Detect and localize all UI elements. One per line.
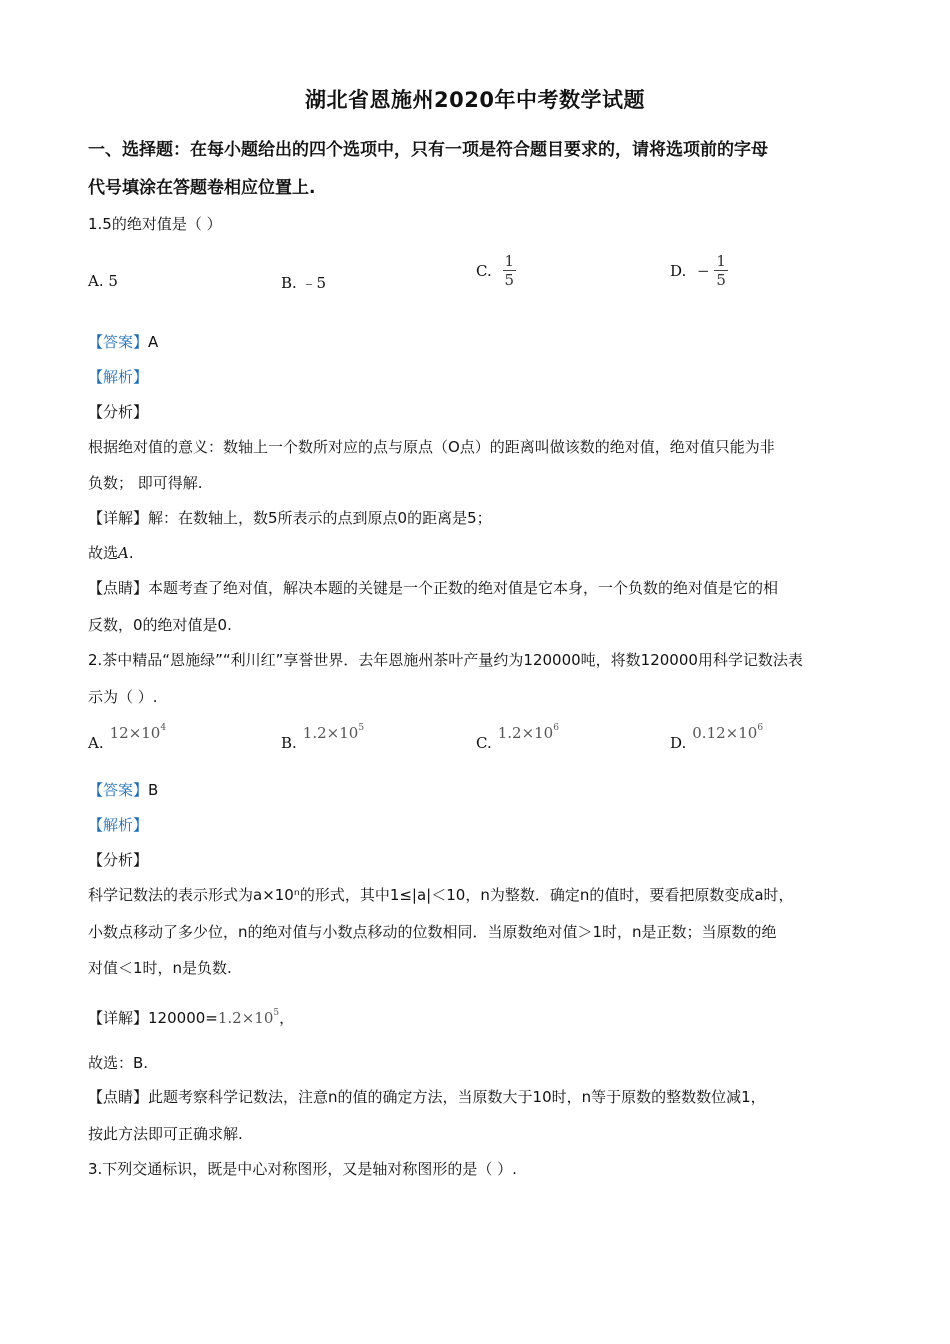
- q1-detail-text: 解：在数轴上，数5所表示的点到原点0的距离是5；: [148, 509, 492, 527]
- q2-detail-exponent: 5: [273, 1008, 280, 1018]
- q2-fenxi-line1: 科学记数法的表示形式为a×10ⁿ的形式，其中1≤|a|＜10，n为整数．确定n的值时，要看把原数变成a时，: [88, 886, 794, 904]
- section-heading-line2: 代号填涂在答题卷相应位置上.: [88, 178, 316, 198]
- q1-detail: [88, 507, 878, 529]
- q1-option-b: B. ﹣5: [281, 274, 327, 292]
- q1-answer: [88, 331, 878, 353]
- q2-comment-text1: 此题考察科学记数法，注意n的值的确定方法，当原数大于10时，n等于原数的整数数位减1，: [148, 1088, 766, 1106]
- q2-option-d-label: D.: [670, 734, 687, 752]
- q1-comment-line2: 反数，0的绝对值是0.: [88, 616, 232, 634]
- q1-answer-tag: 【答案】: [88, 333, 149, 351]
- q2-answer-value: B: [148, 781, 159, 799]
- q2-option-b-label: B.: [281, 734, 297, 752]
- q2-stem-line2: 示为（ ）.: [88, 688, 158, 706]
- q2-comment-line1: [88, 1086, 878, 1108]
- q2-option-d: [670, 723, 764, 752]
- q1-option-c-label: C.: [476, 261, 492, 280]
- q1-option-c-denominator: 5: [504, 271, 515, 289]
- q2-option-a: [88, 723, 167, 752]
- q2-option-b-expr: [303, 724, 364, 742]
- q1-answer-value: A: [148, 333, 159, 351]
- section-heading-line1: 一、选择题：在每小题给出的四个选项中，只有一项是符合题目要求的，请将选项前的字母: [88, 140, 768, 160]
- q1-jiexi-tag: 【解析】: [88, 368, 149, 386]
- q2-detail-base: 1.2×10: [217, 1009, 274, 1027]
- q1-option-c-numerator: 1: [504, 252, 515, 270]
- q2-option-c-exponent: 6: [553, 723, 559, 733]
- page-title: 湖北省恩施州2020年中考数学试题: [305, 88, 645, 112]
- q1-option-d-fraction: [714, 252, 728, 289]
- q1-comment-line1: [88, 577, 878, 599]
- q1-detail-tag: 【详解】: [88, 509, 149, 527]
- q2-option-a-label: A.: [88, 734, 104, 752]
- q2-option-c-label: C.: [476, 734, 492, 752]
- q1-fenxi-tag: 【分析】: [88, 403, 149, 421]
- q2-option-d-base: 0.12×10: [692, 724, 758, 742]
- q2-answer-tag: 【答案】: [88, 781, 149, 799]
- q2-detail: [88, 1004, 878, 1029]
- q1-option-c-fraction: [503, 252, 517, 289]
- q2-detail-suffix: ，: [279, 1009, 295, 1027]
- q2-option-a-expr: [110, 724, 166, 742]
- q3-stem: 3.下列交通标识，既是中心对称图形，又是轴对称图形的是（ ）.: [88, 1160, 517, 1178]
- q1-option-d: [670, 252, 728, 289]
- q2-detail-tag: 【详解】: [88, 1009, 149, 1027]
- q2-option-d-expr: [692, 724, 763, 742]
- q2-option-d-exponent: 6: [757, 723, 764, 733]
- q2-fenxi-line3: 对值＜1时，n是负数.: [88, 959, 232, 977]
- q2-fenxi-line2: 小数点移动了多少位，n的绝对值与小数点移动的位数相同．当原数绝对值＞1时，n是正数；当原数的绝: [88, 923, 777, 941]
- q1-option-d-denominator: 5: [716, 271, 726, 289]
- q2-option-a-exponent: 4: [160, 723, 167, 733]
- q2-answer: [88, 779, 878, 801]
- q2-option-c-base: 1.2×10: [497, 724, 554, 742]
- q1-option-a: A. 5: [88, 272, 118, 290]
- q2-option-b: [281, 723, 365, 752]
- q1-fenxi-line1: 根据绝对值的意义：数轴上一个数所对应的点与原点（O点）的距离叫做该数的绝对值，绝对值只能为非: [88, 438, 775, 456]
- q1-option-d-sign: −: [697, 261, 710, 280]
- q1-choose-letter: A: [118, 544, 129, 562]
- q2-detail-expr: [218, 1009, 279, 1027]
- q2-jiexi-tag: 【解析】: [88, 816, 149, 834]
- q1-comment-text1: 本题考查了绝对值，解决本题的关键是一个正数的绝对值是它本身，一个负数的绝对值是它的相: [148, 579, 779, 597]
- q2-option-c: [476, 723, 559, 752]
- q2-option-a-base: 12×10: [109, 724, 161, 742]
- q2-detail-prefix: 120000=: [148, 1009, 218, 1027]
- q1-option-d-numerator: 1: [716, 252, 726, 270]
- q2-stem-line1: 2.茶中精品“恩施绿”“利川红”享誉世界．去年恩施州茶叶产量约为120000吨，将数120000用科学记数法表: [88, 651, 803, 669]
- q2-fenxi-tag: 【分析】: [88, 851, 149, 869]
- q1-comment-tag: 【点睛】: [88, 579, 149, 597]
- q1-stem: 1.5的绝对值是（ ）: [88, 215, 222, 233]
- q2-comment-tag: 【点睛】: [88, 1088, 149, 1106]
- q1-choose: [88, 542, 878, 564]
- q1-choose-suffix: .: [128, 544, 134, 562]
- q2-option-c-expr: [498, 724, 559, 742]
- q1-option-d-label: D.: [670, 261, 687, 280]
- q2-comment-line2: 按此方法即可正确求解.: [88, 1125, 243, 1143]
- q2-option-b-exponent: 5: [358, 723, 365, 733]
- q1-choose-prefix: 故选: [88, 544, 119, 562]
- q1-fenxi-line2: 负数； 即可得解.: [88, 474, 203, 492]
- q1-option-c: [476, 252, 516, 289]
- q2-option-b-base: 1.2×10: [302, 724, 359, 742]
- q2-choose: 故选：B.: [88, 1054, 149, 1072]
